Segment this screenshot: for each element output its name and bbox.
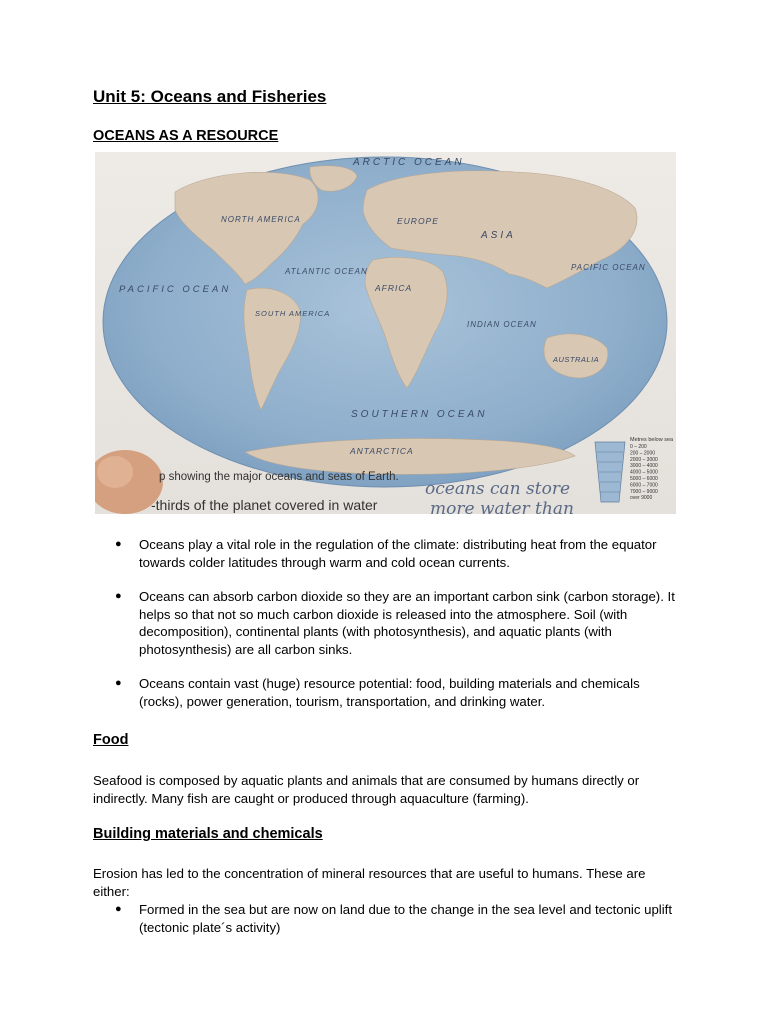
food-paragraph: Seafood is composed by aquatic plants and animals that are consumed by humans directly or indirectly. Many fish are caught or produced through aquaculture (farming). (93, 773, 640, 806)
building-bullet-list (115, 901, 685, 953)
section-heading-oceans: OCEANS AS A RESOURCE (93, 128, 279, 144)
map-label-pacific-left: PACIFIC OCEAN (119, 284, 232, 295)
map-caption-line1: p showing the major oceans and seas of Earth. (159, 471, 399, 483)
map-label-pacific-right: PACIFIC OCEAN (571, 263, 646, 272)
map-label-arctic: ARCTIC OCEAN (353, 157, 465, 168)
building-paragraph: Erosion has led to the concentration of mineral resources that are useful to humans. These are either: (93, 866, 646, 899)
list-item (115, 536, 685, 571)
map-label-antarctica: ANTARCTICA (350, 446, 414, 456)
document-title: Unit 5: Oceans and Fisheries (93, 87, 327, 106)
oceans-bullet-list (115, 536, 685, 727)
map-label-indian: INDIAN OCEAN (467, 320, 537, 329)
list-item (115, 675, 685, 710)
list-item (115, 588, 685, 658)
section-heading-building: Building materials and chemicals (93, 826, 323, 842)
map-label-north-america: NORTH AMERICA (221, 215, 301, 224)
map-label-africa: AFRICA (375, 283, 413, 293)
map-label-europe: EUROPE (397, 216, 439, 226)
legend-row: 7000 – 9000 (630, 488, 658, 495)
bullet-text: Oceans play a vital role in the regulation of the climate: distributing heat from the equator towards colder latitudes through warm and cold ocean currents. (139, 537, 657, 570)
world-map-photo (95, 152, 676, 514)
handwriting-line2: more water than (430, 499, 574, 514)
handwriting-line1: oceans can store (425, 479, 571, 499)
legend-row: 3000 – 4000 (630, 463, 658, 470)
legend-row: 6000 – 7000 (630, 482, 658, 489)
section-heading-food: Food (93, 732, 129, 748)
legend-row: 0 – 200 (630, 444, 647, 450)
map-label-atlantic: ATLANTIC OCEAN (285, 267, 368, 276)
legend-row: 5000 – 6000 (630, 476, 658, 482)
bullet-text: Formed in the sea but are now on land due to the change in the sea level and tectonic uplift (tectonic plate´s activity) (139, 902, 672, 935)
map-label-southern: SOUTHERN OCEAN (351, 409, 488, 420)
map-label-australia: AUSTRALIA (553, 355, 600, 364)
legend-title: Metres below sea (630, 437, 674, 443)
bullet-text: Oceans contain vast (huge) resource potential: food, building materials and chemicals (rocks), power generation, tourism, transportation, and drinking water. (139, 676, 640, 709)
bullet-text: Oceans can absorb carbon dioxide so they are an important carbon sink (carbon storage). It helps so that not so much carbon dioxide is released into the atmosphere. Soil (with decomposition), continental plants (with photosynthesis), and aquatic plants (with photosynthesis) are all carbon sinks. (139, 589, 675, 657)
bullet-dot: ● (115, 538, 122, 550)
bullet-dot: ● (115, 903, 122, 915)
legend-row: over 9000 (630, 495, 653, 502)
legend-row: 200 – 2000 (630, 450, 656, 457)
legend-row: 4000 – 5000 (630, 469, 658, 476)
legend-row: 2000 – 3000 (630, 456, 658, 463)
map-caption-line2: -thirds of the planet covered in water (151, 497, 378, 513)
list-item (115, 901, 685, 936)
map-label-south-america: SOUTH AMERICA (255, 309, 331, 318)
bullet-dot: ● (115, 677, 122, 689)
map-label-asia: ASIA (481, 230, 516, 241)
bullet-dot: ● (115, 590, 122, 602)
